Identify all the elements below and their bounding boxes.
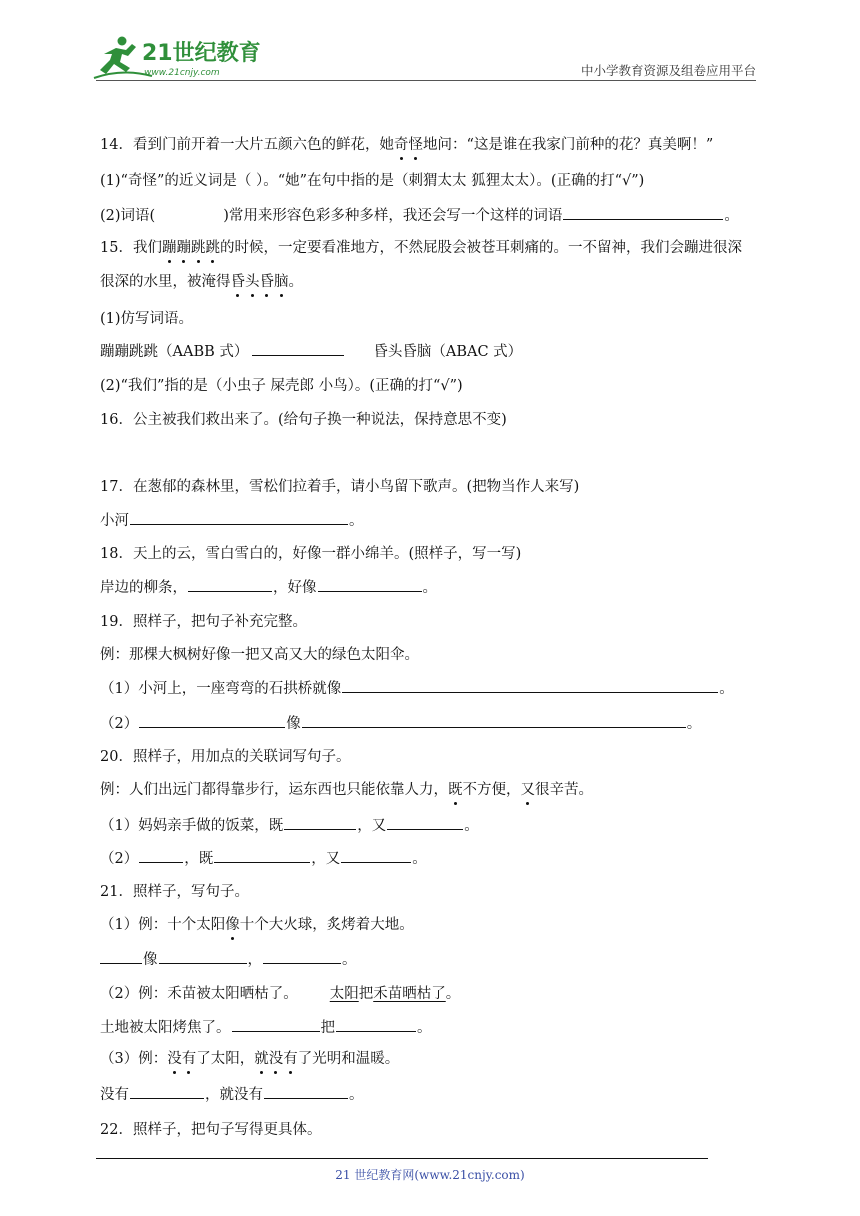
emphasis-dot: 既 xyxy=(448,779,463,801)
q19-part2: （2） 像 。 xyxy=(100,713,701,735)
q18-stem: 18．天上的云，雪白雪白的，好像一群小绵羊。(照样子，写一写) xyxy=(100,546,522,562)
emphasis-dot-char: 没 xyxy=(269,1048,284,1070)
q17-answer: 小河 。 xyxy=(100,510,364,532)
emphasis-dot: 像 xyxy=(225,914,240,936)
answer-blank[interactable] xyxy=(318,577,422,592)
q21-stem: 21．照样子，写句子。 xyxy=(100,884,249,900)
q18-answer: 岸边的柳条， ，好像 。 xyxy=(100,577,437,599)
underlined-text: 禾苗晒枯了 xyxy=(373,986,446,1002)
q21-answer3: 没有 ，就没有 。 xyxy=(100,1084,364,1106)
q21-answer1: 像 ， 。 xyxy=(100,949,357,971)
q14-part1: (1)“奇怪”的近义词是（ ）。“她”在句中指的是（刺猬太太 狐狸太太）。(正确的打“√”) xyxy=(100,173,645,189)
answer-blank[interactable] xyxy=(284,815,356,830)
emphasis-dot-char: 昏 xyxy=(260,271,275,293)
emphasis-dot-char: 蹦 xyxy=(176,237,191,259)
q21-example3: （3）例：没有了太阳，就没有了光明和温暖。 xyxy=(100,1048,399,1070)
emphasis-dot-char: 怪 xyxy=(408,134,423,156)
answer-blank[interactable] xyxy=(336,1017,416,1032)
emphasis-dot xyxy=(162,240,220,256)
logo-text: 21世纪教育 xyxy=(142,41,261,66)
emphasis-dot-char: 有 xyxy=(182,1048,197,1070)
page-footer[interactable]: 21 世纪教育网(www.21cnjy.com) xyxy=(335,1168,525,1182)
answer-blank[interactable] xyxy=(130,1084,204,1099)
q15-part1: (1)仿写词语。 xyxy=(100,311,194,327)
answer-blank[interactable] xyxy=(100,949,142,964)
emphasis-dot-char: 没 xyxy=(167,1048,182,1070)
emphasis-dot xyxy=(254,1051,298,1067)
header-rule xyxy=(96,80,756,81)
emphasis-dot xyxy=(167,1051,196,1067)
q20-part2: （2） ，既 ，又 。 xyxy=(100,848,427,870)
emphasis-dot xyxy=(231,274,289,290)
q14-stem: 14．看到门前开着一大片五颜六色的鲜花，她奇怪地问：“这是谁在我家门前种的花？真美啊！” xyxy=(100,134,713,156)
emphasis-dot-char: 奇 xyxy=(394,134,409,156)
emphasis-dot-char: 头 xyxy=(245,271,260,293)
q19-part1: （1）小河上，一座弯弯的石拱桥就像 。 xyxy=(100,678,734,700)
emphasis-dot: 又 xyxy=(521,779,536,801)
emphasis-dot xyxy=(394,137,423,153)
q17-stem: 17．在葱郁的森林里，雪松们拉着手，请小鸟留下歌声。(把物当作人来写) xyxy=(100,479,580,495)
q21-example1: （1）例：十个太阳像十个大火球，炙烤着大地。 xyxy=(100,914,414,936)
site-logo[interactable] xyxy=(92,34,262,82)
q16-stem: 16．公主被我们救出来了。(给句子换一种说法，保持意思不变) xyxy=(100,412,507,428)
q21-answer2: 土地被太阳烤焦了。 把 。 xyxy=(100,1017,432,1039)
q15-part1-answers: 蹦蹦跳跳（AABB 式） 昏头昏脑（ABAC 式） xyxy=(100,341,522,363)
page-header xyxy=(0,0,860,90)
underlined-text: 太阳 xyxy=(329,986,359,1002)
platform-name: 中小学教育资源及组卷应用平台 xyxy=(580,63,756,78)
emphasis-dot-char: 跳 xyxy=(191,237,206,259)
answer-blank[interactable] xyxy=(232,1017,320,1032)
q20-example: 例：人们出远门都得靠步行，运东西也只能依靠人力，既不方便，又很辛苦。 xyxy=(100,779,593,801)
answer-blank[interactable] xyxy=(563,205,723,220)
answer-blank[interactable] xyxy=(252,341,344,356)
answer-blank[interactable] xyxy=(341,848,411,863)
q20-part1: （1）妈妈亲手做的饭菜，既 ，又 。 xyxy=(100,815,479,837)
q20-stem: 20．照样子，用加点的关联词写句子。 xyxy=(100,749,351,765)
answer-blank[interactable] xyxy=(263,949,341,964)
q15-stem-cont: 很深的水里，被淹得昏头昏脑。 xyxy=(100,271,303,293)
q14-part2: (2)词语( )常用来形容色彩多种多样，我还会写一个这样的词语 。 xyxy=(100,205,739,227)
q15-part2: (2)“我们”指的是（小虫子 屎壳郎 小鸟）。(正确的打“√”) xyxy=(100,378,463,394)
answer-blank[interactable] xyxy=(139,713,285,728)
emphasis-dot-char: 就 xyxy=(254,1048,269,1070)
answer-blank[interactable] xyxy=(302,713,686,728)
emphasis-dot-char: 有 xyxy=(283,1048,298,1070)
answer-blank[interactable] xyxy=(387,815,463,830)
q19-stem: 19．照样子，把句子补充完整。 xyxy=(100,614,307,630)
answer-blank[interactable] xyxy=(264,1084,348,1099)
answer-blank[interactable] xyxy=(342,678,718,693)
emphasis-dot-char: 跳 xyxy=(205,237,220,259)
footer-rule xyxy=(96,1158,708,1159)
emphasis-dot-char: 脑 xyxy=(274,271,289,293)
logo-url: www.21cnjy.com xyxy=(144,68,220,78)
answer-blank[interactable] xyxy=(159,949,247,964)
q19-example: 例：那棵大枫树好像一把又高又大的绿色太阳伞。 xyxy=(100,647,419,663)
answer-blank[interactable] xyxy=(214,848,310,863)
q22-stem: 22．照样子，把句子写得更具体。 xyxy=(100,1122,322,1138)
answer-blank[interactable] xyxy=(188,577,272,592)
answer-blank[interactable] xyxy=(139,848,183,863)
answer-blank[interactable] xyxy=(130,510,348,525)
q21-example2: （2）例：禾苗被太阳晒枯了。 太阳把禾苗晒枯了。 xyxy=(100,986,461,1002)
emphasis-dot-char: 蹦 xyxy=(162,237,177,259)
q15-stem: 15．我们蹦蹦跳跳的时候，一定要看准地方，不然屁股会被苍耳刺痛的。一不留神，我们会蹦进很深 xyxy=(100,237,742,259)
emphasis-dot-char: 昏 xyxy=(231,271,246,293)
